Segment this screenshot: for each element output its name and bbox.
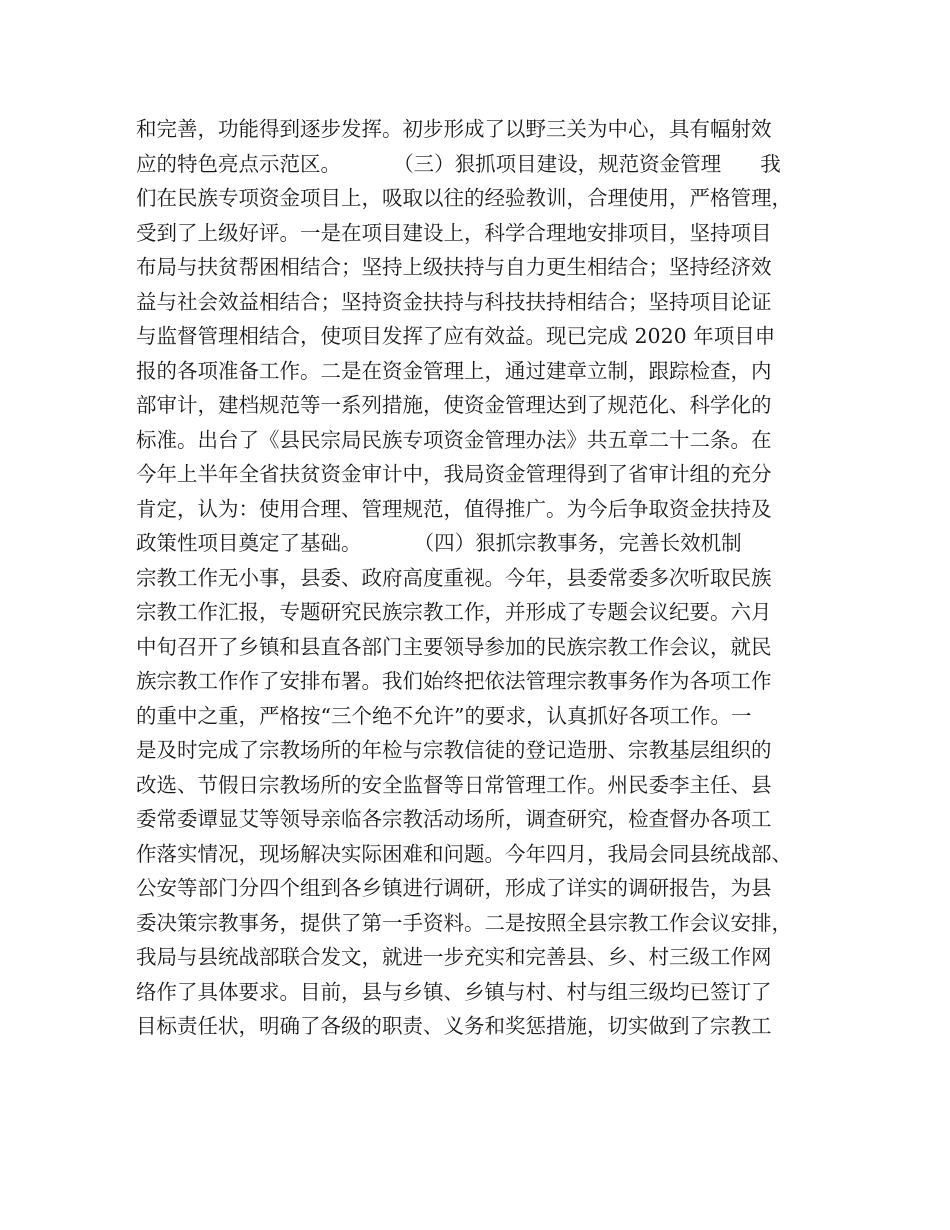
text-line: 络作了具体要求。目前，县与乡镇、乡镇与村、村与组三级均已签订了	[136, 979, 772, 1004]
text-line: 委决策宗教事务，提供了第一手资料。二是按照全县宗教工作会议安排，	[136, 910, 792, 935]
text-line: 应的特色亮点示范区。 （三）狠抓项目建设，规范资金管理 我	[136, 151, 781, 176]
text-line: 部审计，建档规范等一系列措施，使资金管理达到了规范化、科学化的	[136, 393, 772, 417]
text-line: 与监督管理相结合，使项目发挥了应有效益。现已完成 2020 年项目申	[136, 324, 776, 348]
text-line: 宗教工作汇报，专题研究民族宗教工作，并形成了专题会议纪要。六月	[136, 600, 772, 624]
text-line: 受到了上级好评。一是在项目建设上，科学合理地安排项目，坚持项目	[136, 220, 772, 245]
text-line: 改选、节假日宗教场所的安全监督等日常管理工作。州民委李主任、县	[136, 772, 772, 797]
text-line: 肯定，认为：使用合理、管理规范，值得推广。为今后争取资金扶持及	[136, 496, 772, 521]
text-line: 宗教工作无小事，县委、政府高度重视。今年，县委常委多次听取民族	[136, 565, 772, 590]
text-line: 标准。出台了《县民宗局民族专项资金管理办法》共五章二十二条。在	[136, 427, 772, 452]
text-line: 报的各项准备工作。二是在资金管理上，通过建章立制，跟踪检查，内	[136, 358, 772, 383]
text-line: 益与社会效益相结合；坚持资金扶持与科技扶持相结合；坚持项目论证	[136, 289, 772, 314]
text-line: 的重中之重，严格按“三个绝不允许”的要求，认真抓好各项工作。一	[136, 703, 752, 728]
text-line: 中旬召开了乡镇和县直各部门主要领导参加的民族宗教工作会议，就民	[136, 634, 772, 659]
text-line: 目标责任状，明确了各级的职责、义务和奖惩措施，切实做到了宗教工	[136, 1014, 772, 1038]
text-line: 委常委谭显艾等领导亲临各宗教活动场所，调查研究，检查督办各项工	[136, 807, 772, 831]
text-line: 今年上半年全省扶贫资金审计中，我局资金管理得到了省审计组的充分	[136, 462, 772, 486]
text-line: 和完善，功能得到逐步发挥。初步形成了以野三关为中心，具有幅射效	[136, 117, 772, 141]
text-line: 政策性项目奠定了基础。 （四）狠抓宗教事务，完善长效机制	[136, 531, 742, 555]
text-line: 作落实情况，现场解决实际困难和问题。今年四月，我局会同县统战部、	[136, 841, 792, 866]
text-line: 布局与扶贫帮困相结合；坚持上级扶持与自力更生相结合；坚持经济效	[136, 255, 772, 279]
body-text	[136, 112, 826, 1044]
text-line: 们在民族专项资金项目上，吸取以往的经验教训，合理使用，严格管理，	[136, 186, 792, 210]
text-line: 公安等部门分四个组到各乡镇进行调研，形成了详实的调研报告，为县	[136, 876, 772, 900]
text-line: 族宗教工作作了安排布署。我们始终把依法管理宗教事务作为各项工作	[136, 669, 772, 693]
text-line: 我局与县统战部联合发文，就进一步充实和完善县、乡、村三级工作网	[136, 945, 772, 969]
text-line: 是及时完成了宗教场所的年检与宗教信徒的登记造册、宗教基层组织的	[136, 738, 772, 762]
